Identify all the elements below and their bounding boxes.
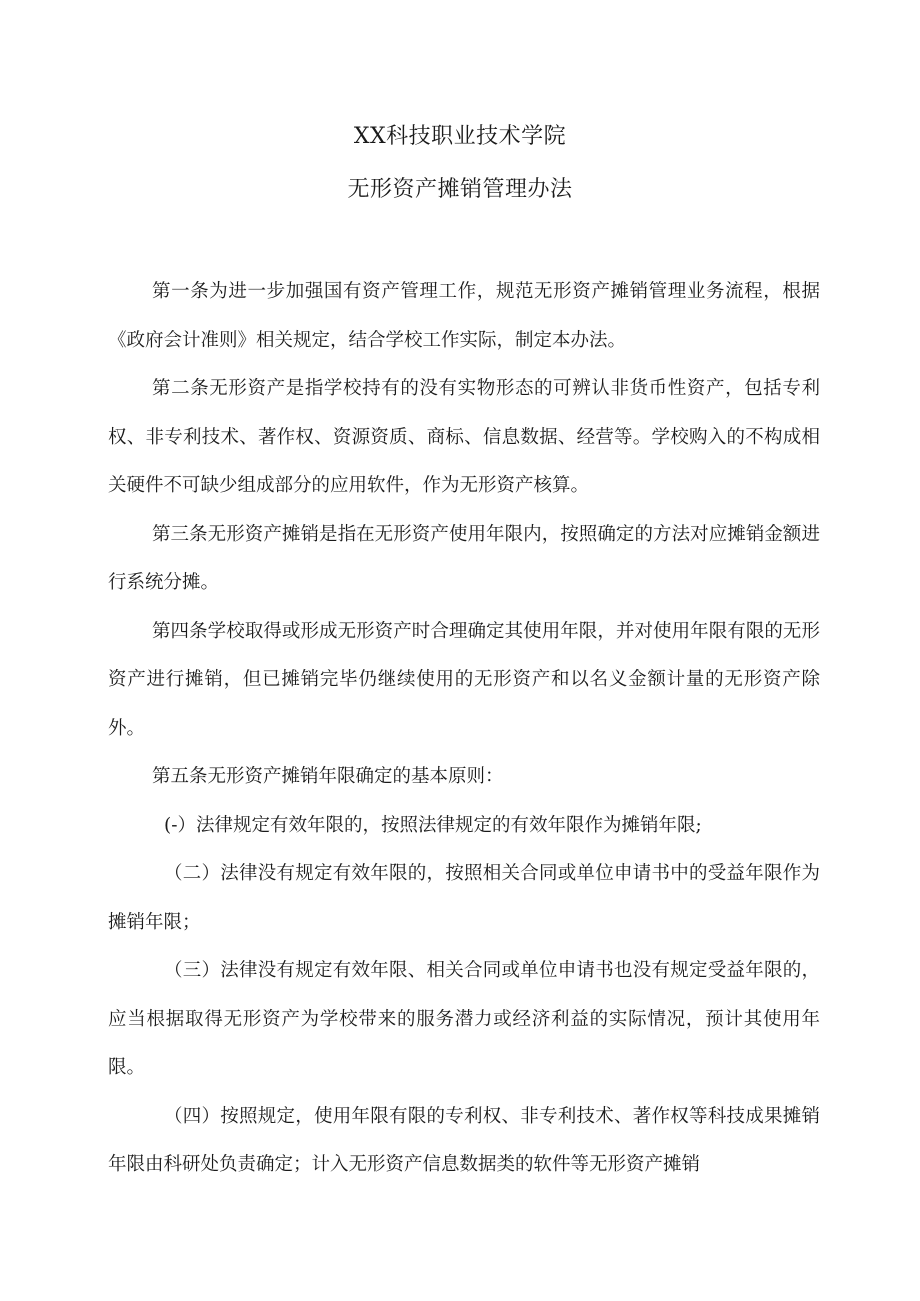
article-3-paragraph: 第三条无形资产摊销是指在无形资产使用年限内，按照确定的方法对应摊销金额进行系统分摊。	[108, 523, 820, 593]
article-5-item-4: （四）按照规定，使用年限有限的专利权、非专利技术、著作权等科技成果摊销年限由科研处负责确定；计入无形资产信息数据类的软件等无形资产摊销	[108, 1105, 820, 1175]
article-5-paragraph: 第五条无形资产摊销年限确定的基本原则：	[152, 766, 504, 787]
article-5-item-3: （三）法律没有规定有效年限、相关合同或单位申请书也没有规定受益年限的，应当根据取得无形资产为学校带来的服务潜力或经济利益的实际情况，预计其使用年限。	[108, 960, 820, 1078]
article-2-paragraph: 第二条无形资产是指学校持有的没有实物形态的可辨认非货币性资产，包括专利权、非专利技术、著作权、资源资质、商标、信息数据、经营等。学校购入的不构成相关硬件不可缺少组成部分的应用软件，作为无形资产核算。	[108, 378, 820, 496]
article-5-item-1: (-）法律规定有效年限的，按照法律规定的有效年限作为摊销年限;	[164, 814, 702, 836]
article-5-item-2: （二）法律没有规定有效年限的，按照相关合同或单位申请书中的受益年限作为摊销年限；	[108, 863, 820, 933]
document-title-block	[0, 124, 920, 203]
document-title-institution: XX科技职业技术学院	[353, 124, 567, 149]
document-body	[108, 268, 820, 1190]
document-title-subject: 无形资产摊销管理办法	[347, 177, 573, 202]
article-1-paragraph: 第一条为进一步加强国有资产管理工作，规范无形资产摊销管理业务流程，根据《政府会计准则》相关规定，结合学校工作实际，制定本办法。	[108, 281, 820, 351]
article-4-paragraph: 第四条学校取得或形成无形资产时合理确定其使用年限，并对使用年限有限的无形资产进行摊销，但已摊销完毕仍继续使用的无形资产和以名义金额计量的无形资产除外。	[108, 620, 820, 739]
